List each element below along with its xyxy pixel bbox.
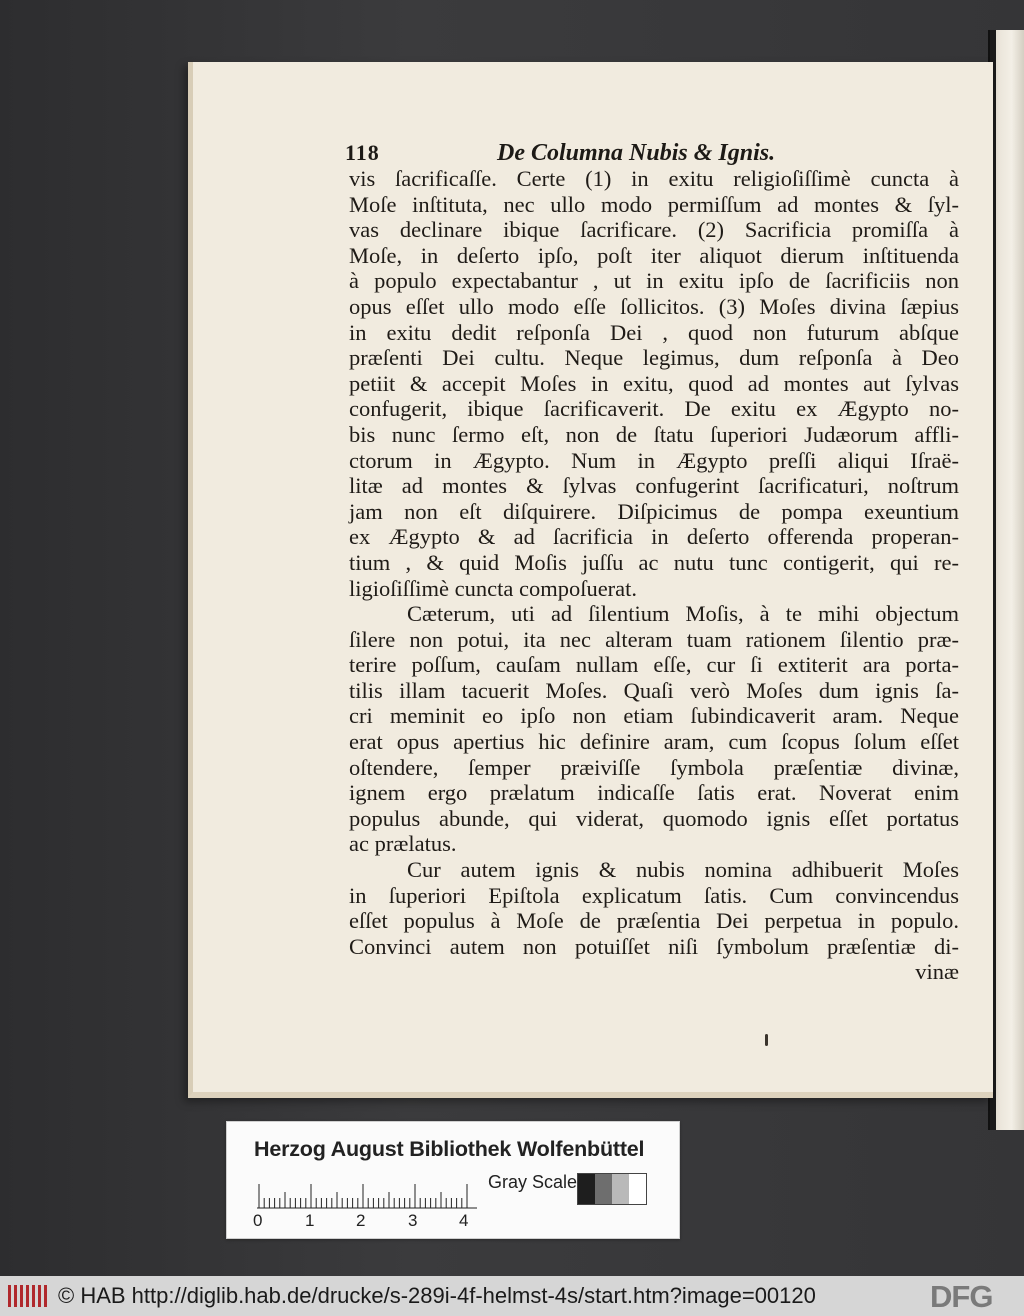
running-head: De Columna Nubis & Ignis. (497, 140, 776, 166)
library-color-card (226, 1121, 680, 1239)
text-line: à populo expectabantur , ut in exitu ipſo de ſacrificiis non (349, 268, 959, 294)
dfg-logo: DFG (930, 1279, 993, 1314)
book-page (188, 62, 993, 1098)
ink-fleck (765, 1034, 768, 1046)
grayscale-swatches (577, 1173, 647, 1205)
grayscale-swatch (612, 1174, 629, 1204)
catchword: vinæ (915, 959, 959, 985)
page-number: 118 (345, 140, 380, 165)
text-line: ligioſiſſimè cuncta compoſuerat. (349, 575, 638, 601)
text-line: in exitu dedit reſponſa Dei , quod non futurum abſque (349, 319, 959, 345)
source-url[interactable]: © HAB http://diglib.hab.de/drucke/s-289i-4f-helmst-4s/start.htm?image=00120 (58, 1283, 816, 1308)
text-line: confugerit, ibique ſacrificaverit. De exitu ex Ægypto no- (349, 396, 959, 422)
text-line: eſſet populus à Moſe de præſentia Dei perpetua in populo. (349, 908, 959, 934)
text-line: ſilere non potui, ita nec alteram tuam rationem ſilentio præ- (349, 626, 959, 652)
text-line: litæ ad montes & ſylvas confugerint ſacrificaturi, noſtrum (349, 473, 959, 499)
hab-logo-icon (6, 1282, 48, 1310)
text-line: Moſe inſtituta, nec ullo modo permiſſum ad montes & ſyl- (349, 191, 959, 217)
text-line: erat opus apertius hic definire aram, cum ſcopus ſolum eſſet (349, 729, 959, 755)
text-line: Cur autem ignis & nubis nomina adhibuerit Moſes (407, 857, 959, 883)
ruler-number: 2 (356, 1211, 366, 1230)
text-line: populus abunde, qui viderat, quomodo ignis eſſet portatus (349, 805, 959, 831)
text-line: Cæterum, uti ad ſilentium Moſis, à te mihi objectum (407, 601, 959, 627)
text-line: tium , & quid Moſis juſſu ac nutu tunc contigerit, qui re- (349, 549, 959, 575)
text-line: Convinci autem non potuiſſet niſi ſymbolum præſentiæ di- (349, 933, 959, 959)
text-line: petiit & accepit Moſes in exitu, quod ad montes aut ſylvas (349, 370, 959, 396)
text-line: vas declinare ibique ſacrificare. (2) Sacrificia promiſſa à (349, 217, 959, 243)
text-line: præſenti Dei cultu. Neque legimus, dum reſponſa à Deo (349, 345, 959, 371)
text-line: ignem ergo prælatum indicaſſe ſatis erat. Noverat enim (349, 780, 959, 806)
text-line: ac prælatus. (349, 831, 457, 857)
ruler-number: 0 (253, 1211, 263, 1230)
text-line: ex Ægypto & ad ſacrificia in deſerto offerenda properan- (349, 524, 959, 550)
grayscale-swatch (578, 1174, 595, 1204)
ruler-numbers (249, 1211, 489, 1231)
body-text (349, 166, 959, 985)
text-line: ctorum in Ægypto. Num in Ægypto preſſi aliqui Iſraë- (349, 447, 959, 473)
text-line: bis nunc ſermo eſt, non de ſtatu ſuperiori Judæorum affli- (349, 421, 959, 447)
text-line: vis ſacrificaſſe. Certe (1) in exitu religioſiſſimè cuncta à (349, 166, 959, 191)
text-line: jam non eſt diſquirere. Diſpicimus de pompa exeuntium (349, 498, 959, 524)
library-name: Herzog August Bibliothek Wolfenbüttel (254, 1137, 645, 1161)
viewer-footer (0, 1276, 1024, 1316)
text-line: terire poſſum, cauſam nullam eſſe, cur ſi extiterit ara porta- (349, 652, 959, 678)
text-line: Moſe, in deſerto ipſo, poſt iter aliquot dierum inſtituenda (349, 242, 959, 268)
text-line: tilis illam tacuerit Moſes. Quaſi verò Moſes dum ignis ſa- (349, 677, 959, 703)
facing-page-edge (988, 30, 1024, 1130)
text-line: oſtendere, ſemper præiviſſe ſymbola præſentiæ divinæ, (349, 754, 959, 780)
ruler-number: 3 (408, 1211, 418, 1230)
text-line: cri meminit eo ipſo non etiam ſubindicaverit aram. Neque (349, 703, 959, 729)
grayscale-label: Gray Scale (488, 1172, 578, 1192)
text-line: in ſuperiori Epiſtola explicatum ſatis. Cum convincendus (349, 882, 959, 908)
grayscale-swatch (595, 1174, 612, 1204)
text-line: opus eſſet ullo modo eſſe ſollicitos. (3) Moſes divina ſæpius (349, 293, 959, 319)
ruler-number: 4 (459, 1211, 469, 1230)
ruler-scale (257, 1178, 477, 1210)
ruler-number: 1 (305, 1211, 315, 1230)
grayscale-swatch (629, 1174, 646, 1204)
